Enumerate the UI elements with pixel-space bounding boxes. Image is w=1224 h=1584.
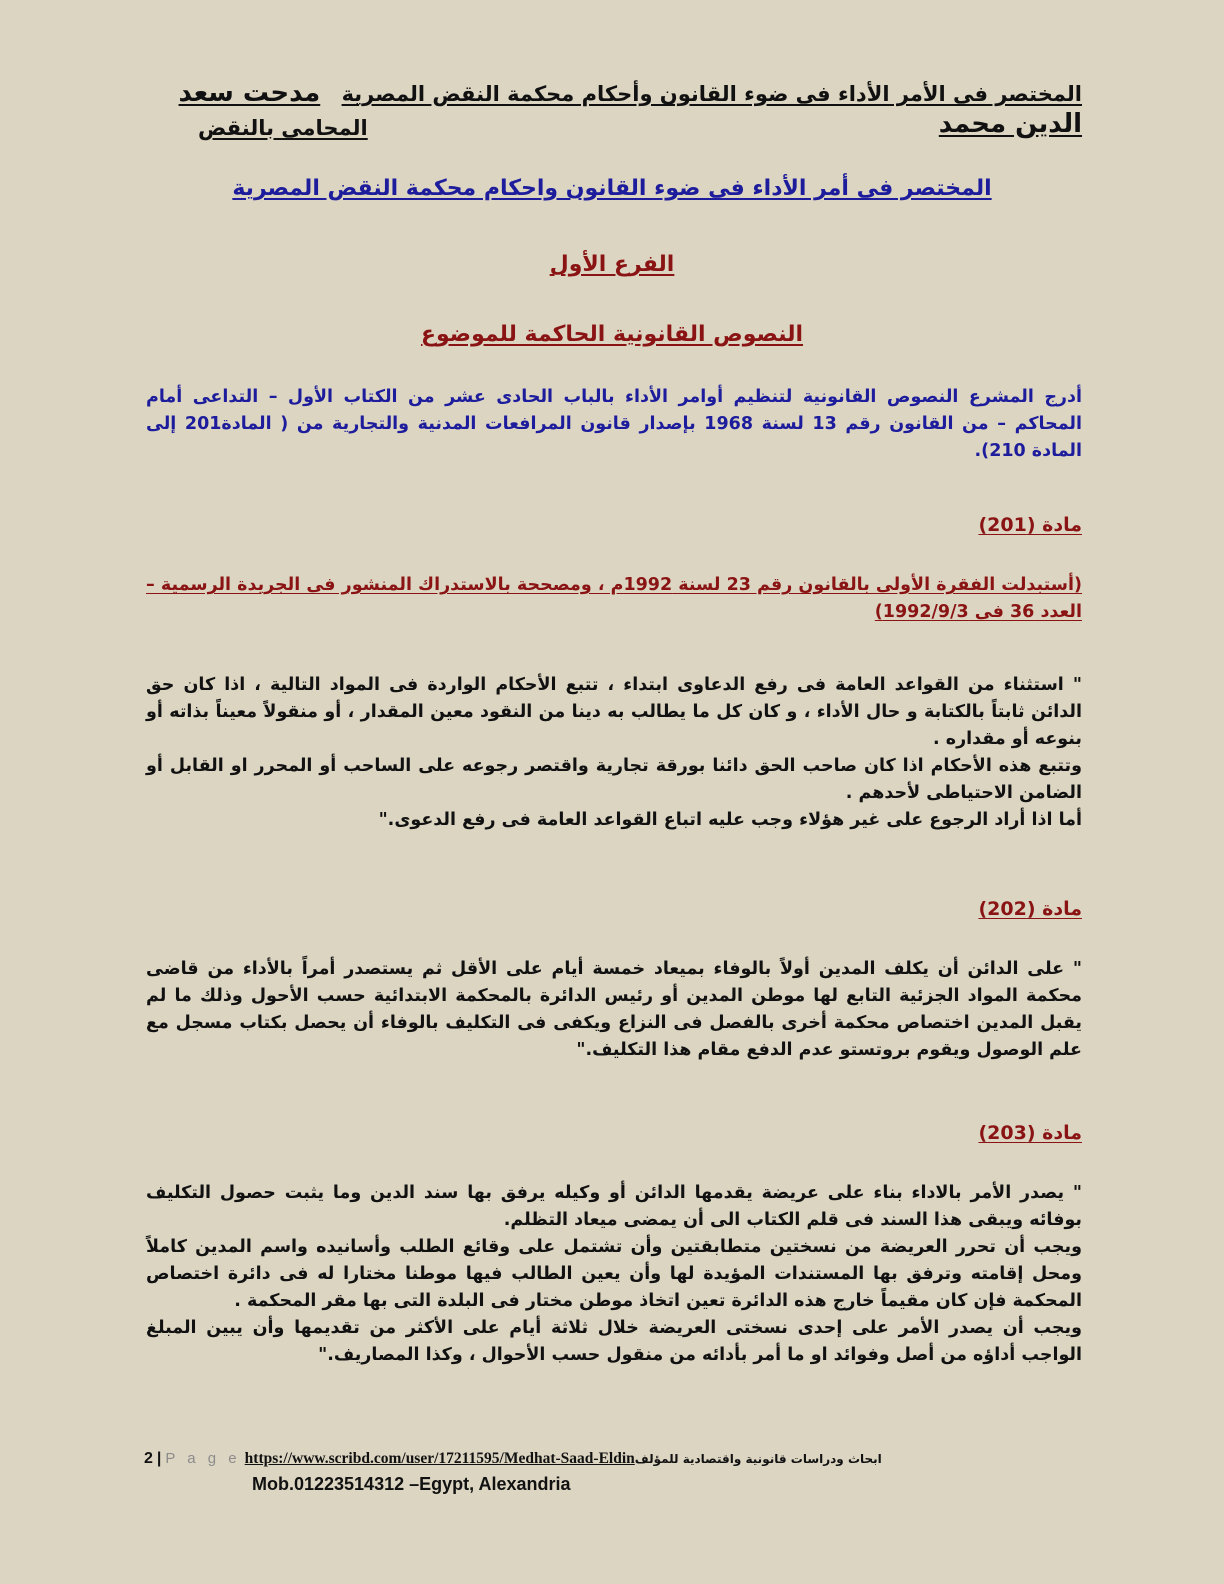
- article-201-paragraph: وتتبع هذه الأحكام اذا كان صاحب الحق دائنا بورقة تجارية واقتصر رجوعه على الساحب أو المحرر او القابل أو الضامن الاحتياطى لأحدهم .: [146, 756, 1082, 803]
- article-201-paragraph: أما اذا أراد الرجوع على غير هؤلاء وجب عليه اتباع القواعد العامة فى رفع الدعوى.": [378, 810, 1082, 830]
- article-203-body: [146, 1180, 1082, 1369]
- document-title: [0, 176, 1224, 201]
- running-title: المختصر فى الأمر الأداء فى ضوء القانون وأحكام محكمة النقض المصرية: [341, 82, 1082, 106]
- article-201-paragraph: " استثناء من القواعد العامة فى رفع الدعاوى ابتداء ، تتبع الأحكام الواردة فى المواد التالية ، اذا كان حق الدائن ثابتاً بالكتابة و حال الأداء ، و كان كل ما يطالب به دينا من النقود معين المقدار ، أو منقولاً معيناً بذاته أو بنوعه أو مقداره .: [146, 675, 1082, 749]
- article-203-paragraph: " يصدر الأمر بالاداء بناء على عريضة يقدمها الدائن أو وكيله يرفق بها سند الدين وما يثبت حصول التكليف بوفائه ويبقى هذا السند فى قلم الكتاب الى أن يمضى ميعاد التظلم.: [146, 1183, 1082, 1230]
- article-203-paragraph: ويجب أن يصدر الأمر على إحدى نسختى العريضة خلال ثلاثة أيام على الأكثر من تقديمها وأن يبين المبلغ الواجب أداؤه من أصل وفوائد او ما أمر بأدائه من منقول حسب الأحوال ، وكذا المصاريف.": [146, 1318, 1082, 1365]
- article-202-paragraph: " على الدائن أن يكلف المدين أولاً بالوفاء بميعاد خمسة أيام على الأقل ثم يستصدر أمراً بالأداء من قاضى محكمة المواد الجزئية التابع لها موطن المدين أو رئيس الدائرة بالمحكمة الابتدائية حسب الأحول وذلك ما لم يقبل المدين اختصاص محكمة أخرى بالفصل فى النزاع ويكفى فى التكليف بالوفاء أن يحصل بكتاب مسجل مع علم الوصول ويقوم بروتستو عدم الدفع مقام هذا التكليف.": [146, 959, 1082, 1060]
- article-201-heading-text: مادة (201): [978, 514, 1082, 536]
- author-name: مدحت سعد الدين محمد: [178, 78, 1082, 139]
- page-label: P a g e: [165, 1450, 241, 1467]
- article-201-body: [146, 672, 1082, 834]
- footer-separator: |: [156, 1450, 162, 1467]
- page-footer: [144, 1448, 1044, 1470]
- author-title: المحامى بالنقض: [198, 116, 368, 140]
- article-201-heading: [146, 512, 1082, 539]
- section-title: [0, 322, 1224, 347]
- intro-paragraph: أدرج المشرع النصوص القانونية لتنظيم أوامر الأداء بالباب الحادى عشر من الكتاب الأول – التداعى أمام المحاكم – من القانون رقم 13 لسنة 1968 بإصدار قانون المرافعات المدنية والتجارية من ( المادة201 إلى المادة 210).: [146, 387, 1083, 461]
- article-201-amendment-note: (أستبدلت الفقرة الأولى بالقانون رقم 23 لسنة 1992م ، ومصححة بالاستدراك المنشور فى الجريدة الرسمية – العدد 36 فى 1992/9/3): [146, 575, 1083, 622]
- article-202-heading: [146, 896, 1082, 923]
- section-title-text: النصوص القانونية الحاكمة للموضوع: [420, 322, 804, 347]
- branch-title-text: الفرع الأول: [549, 252, 675, 277]
- branch-title: [0, 252, 1224, 277]
- article-202-heading-text: مادة (202): [978, 898, 1082, 920]
- contact-mobile: Mob.01223514312 –Egypt, Alexandria: [252, 1474, 571, 1494]
- author-works-note: ابحاث ودراسات قانونية واقتصادية للمؤلف: [634, 1452, 882, 1466]
- article-203-heading-text: مادة (203): [978, 1122, 1082, 1144]
- article-202-body: [146, 956, 1082, 1064]
- author-profile-link[interactable]: https://www.scribd.com/user/17211595/Medhat-Saad-Eldin: [244, 1450, 635, 1467]
- article-203-heading: [146, 1120, 1082, 1147]
- document-title-text: المختصر فى أمر الأداء فى ضوء القانون واحكام محكمة النقض المصرية: [232, 176, 992, 201]
- article-203-paragraph: ويجب أن تحرر العريضة من نسختين متطابقتين وأن تشتمل على وقائع الطلب وأسانيده واسم المدين كاملاً ومحل إقامته وترفق بها المستندات المؤيدة لها وأن يعين الطالب فيها موطنا مختارا له فى دائرة اختصاص المحكمة فإن كان مقيماً خارج هذه الدائرة تعين اتخاذ موطن مختار فى البلدة التى بها مقر المحكمة .: [146, 1237, 1082, 1311]
- page-number: 2: [144, 1450, 153, 1467]
